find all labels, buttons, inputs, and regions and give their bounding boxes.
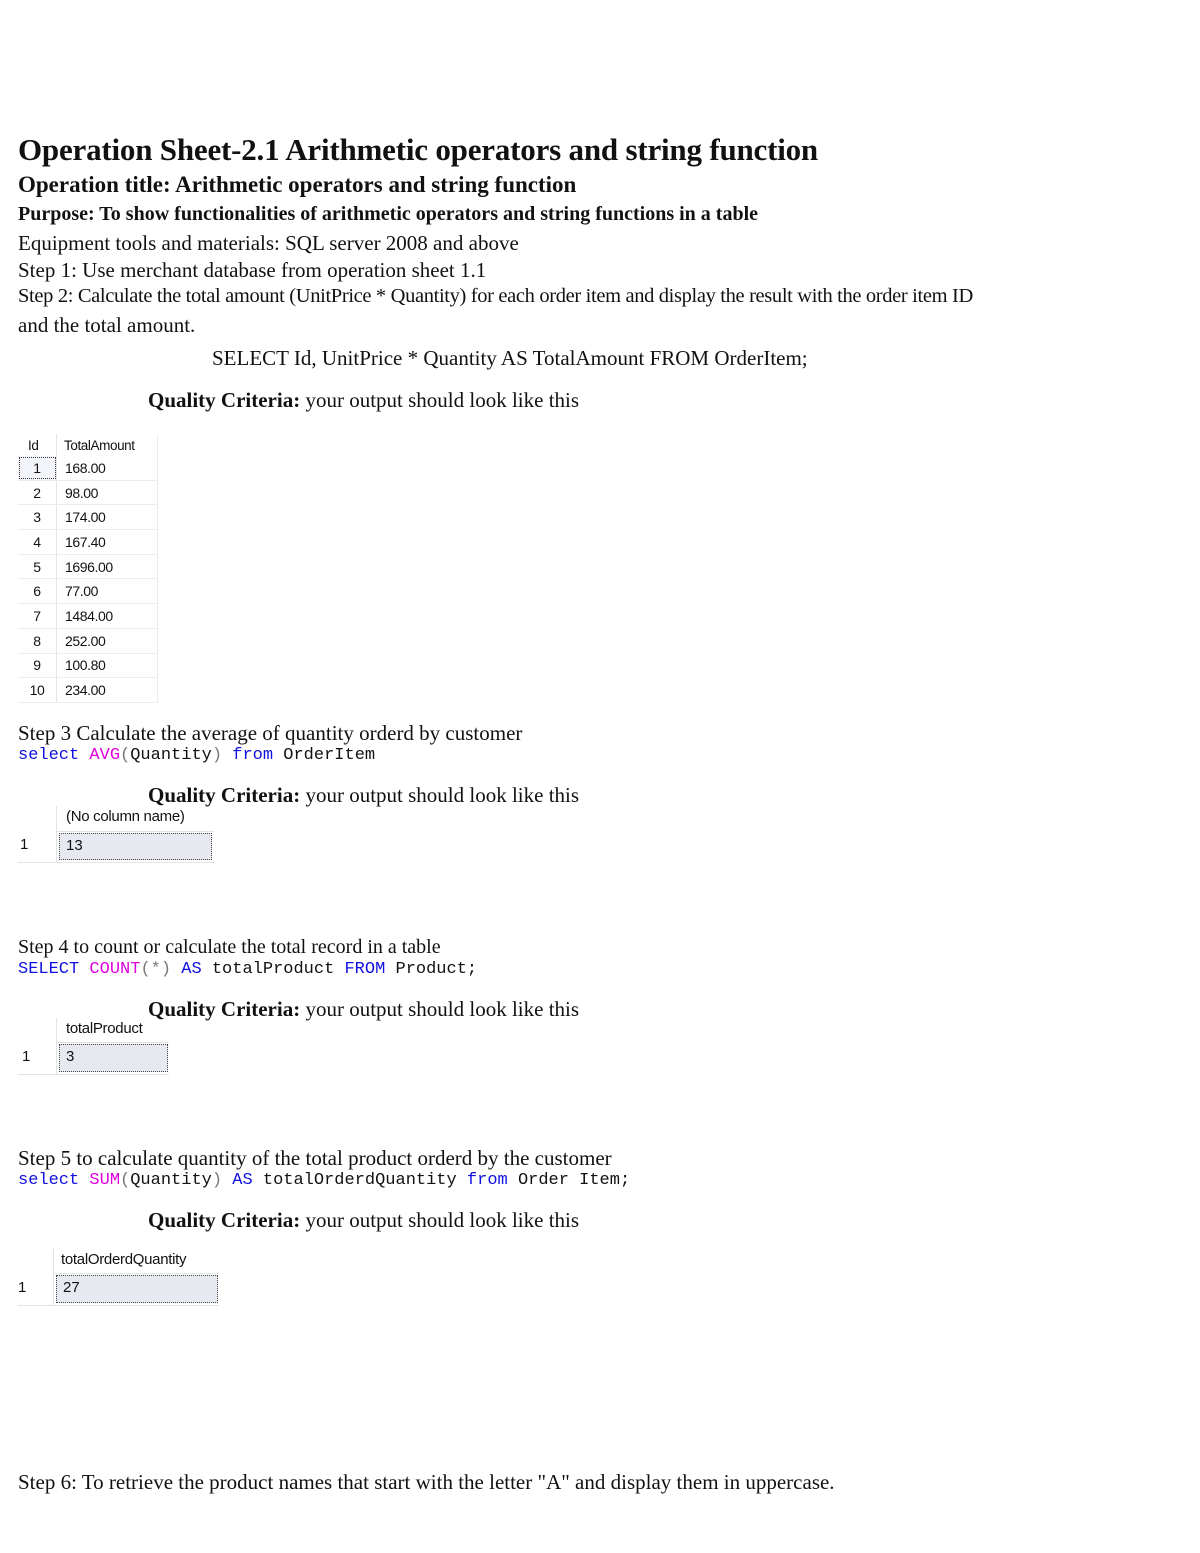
result-grid-avg <box>18 806 218 864</box>
column-header-id: Id <box>18 434 57 456</box>
row-total-amount: 1696.00 <box>57 554 158 579</box>
row-total-amount: 234.00 <box>57 678 158 703</box>
step-2-text-cont: and the total amount. <box>18 313 196 337</box>
column-header-total-orderd-quantity: totalOrderdQuantity <box>61 1251 187 1268</box>
quality-criteria-1: Quality Criteria: your output should look like this <box>148 388 580 412</box>
row-id: 3 <box>18 505 57 530</box>
row-total-amount: 252.00 <box>57 628 158 653</box>
table-row <box>18 678 158 703</box>
row-total-amount: 167.40 <box>57 530 158 555</box>
step-5-text: Step 5 to calculate quantity of the total product orderd by the customer <box>18 1146 612 1170</box>
step-1-text: Step 1: Use merchant database from operation sheet 1.1 <box>18 258 487 282</box>
row-id: 6 <box>18 579 57 604</box>
step-4-text: Step 4 to count or calculate the total record in a table <box>18 936 441 958</box>
row-total-amount: 1484.00 <box>57 604 158 629</box>
table-row <box>18 505 158 530</box>
equipment-text: Equipment tools and materials: SQL server 2008 and above <box>18 231 519 255</box>
result-grid-header <box>18 434 158 456</box>
column-header-total-amount: TotalAmount <box>57 434 158 456</box>
purpose: Purpose: To show functionalities of arithmetic operators and string functions in a table <box>18 203 759 225</box>
table-row <box>18 530 158 555</box>
row-id: 9 <box>18 653 57 678</box>
result-cell-count: 3 <box>59 1044 168 1072</box>
quality-criteria-5: Quality Criteria: your output should look like this <box>148 1208 580 1232</box>
row-number: 1 <box>20 836 29 853</box>
result-grid-count <box>18 1018 173 1076</box>
row-number: 1 <box>22 1048 31 1065</box>
operation-title: Operation title: Arithmetic operators and string function <box>18 172 577 197</box>
step-3-text: Step 3 Calculate the average of quantity orderd by customer <box>18 721 523 745</box>
step-2-query: SELECT Id, UnitPrice * Quantity AS TotalAmount FROM OrderItem; <box>212 346 808 370</box>
quality-criteria-4: Quality Criteria: your output should look like this <box>148 997 580 1021</box>
step-2-text: Step 2: Calculate the total amount (UnitPrice * Quantity) for each order item and display the result with the order item ID <box>18 285 973 307</box>
result-cell-avg: 13 <box>59 833 212 860</box>
table-row <box>18 604 158 629</box>
row-total-amount: 77.00 <box>57 579 158 604</box>
page-title: Operation Sheet-2.1 Arithmetic operators and string function <box>18 132 818 167</box>
step-4-code: SELECT COUNT(*) AS totalProduct FROM Product; <box>18 960 478 979</box>
table-row <box>18 653 158 678</box>
column-header-total-product: totalProduct <box>66 1020 143 1037</box>
row-id: 8 <box>18 628 57 653</box>
step-3-code: select AVG(Quantity) from OrderItem <box>18 746 376 765</box>
row-total-amount: 98.00 <box>57 480 158 505</box>
row-id: 7 <box>18 604 57 629</box>
table-row <box>18 579 158 604</box>
quality-criteria-3: Quality Criteria: your output should look like this <box>148 783 580 807</box>
row-total-amount: 100.80 <box>57 653 158 678</box>
row-id: 10 <box>18 678 57 703</box>
column-header-no-name: (No column name) <box>66 808 185 825</box>
row-id: 1 <box>18 456 57 480</box>
row-id: 5 <box>18 554 57 579</box>
result-grid-total-amount <box>18 434 158 703</box>
step-5-code: select SUM(Quantity) AS totalOrderdQuantity from Order Item; <box>18 1171 631 1190</box>
row-id: 2 <box>18 480 57 505</box>
table-row <box>18 480 158 505</box>
result-cell-sum: 27 <box>56 1275 218 1303</box>
result-grid-sum <box>18 1249 223 1307</box>
step-6-text: Step 6: To retrieve the product names that start with the letter "A" and display them in uppercase. <box>18 1470 835 1494</box>
table-row <box>18 456 158 480</box>
table-row <box>18 554 158 579</box>
row-id: 4 <box>18 530 57 555</box>
row-total-amount: 168.00 <box>57 456 158 480</box>
row-number: 1 <box>18 1279 27 1296</box>
row-total-amount: 174.00 <box>57 505 158 530</box>
table-row <box>18 628 158 653</box>
